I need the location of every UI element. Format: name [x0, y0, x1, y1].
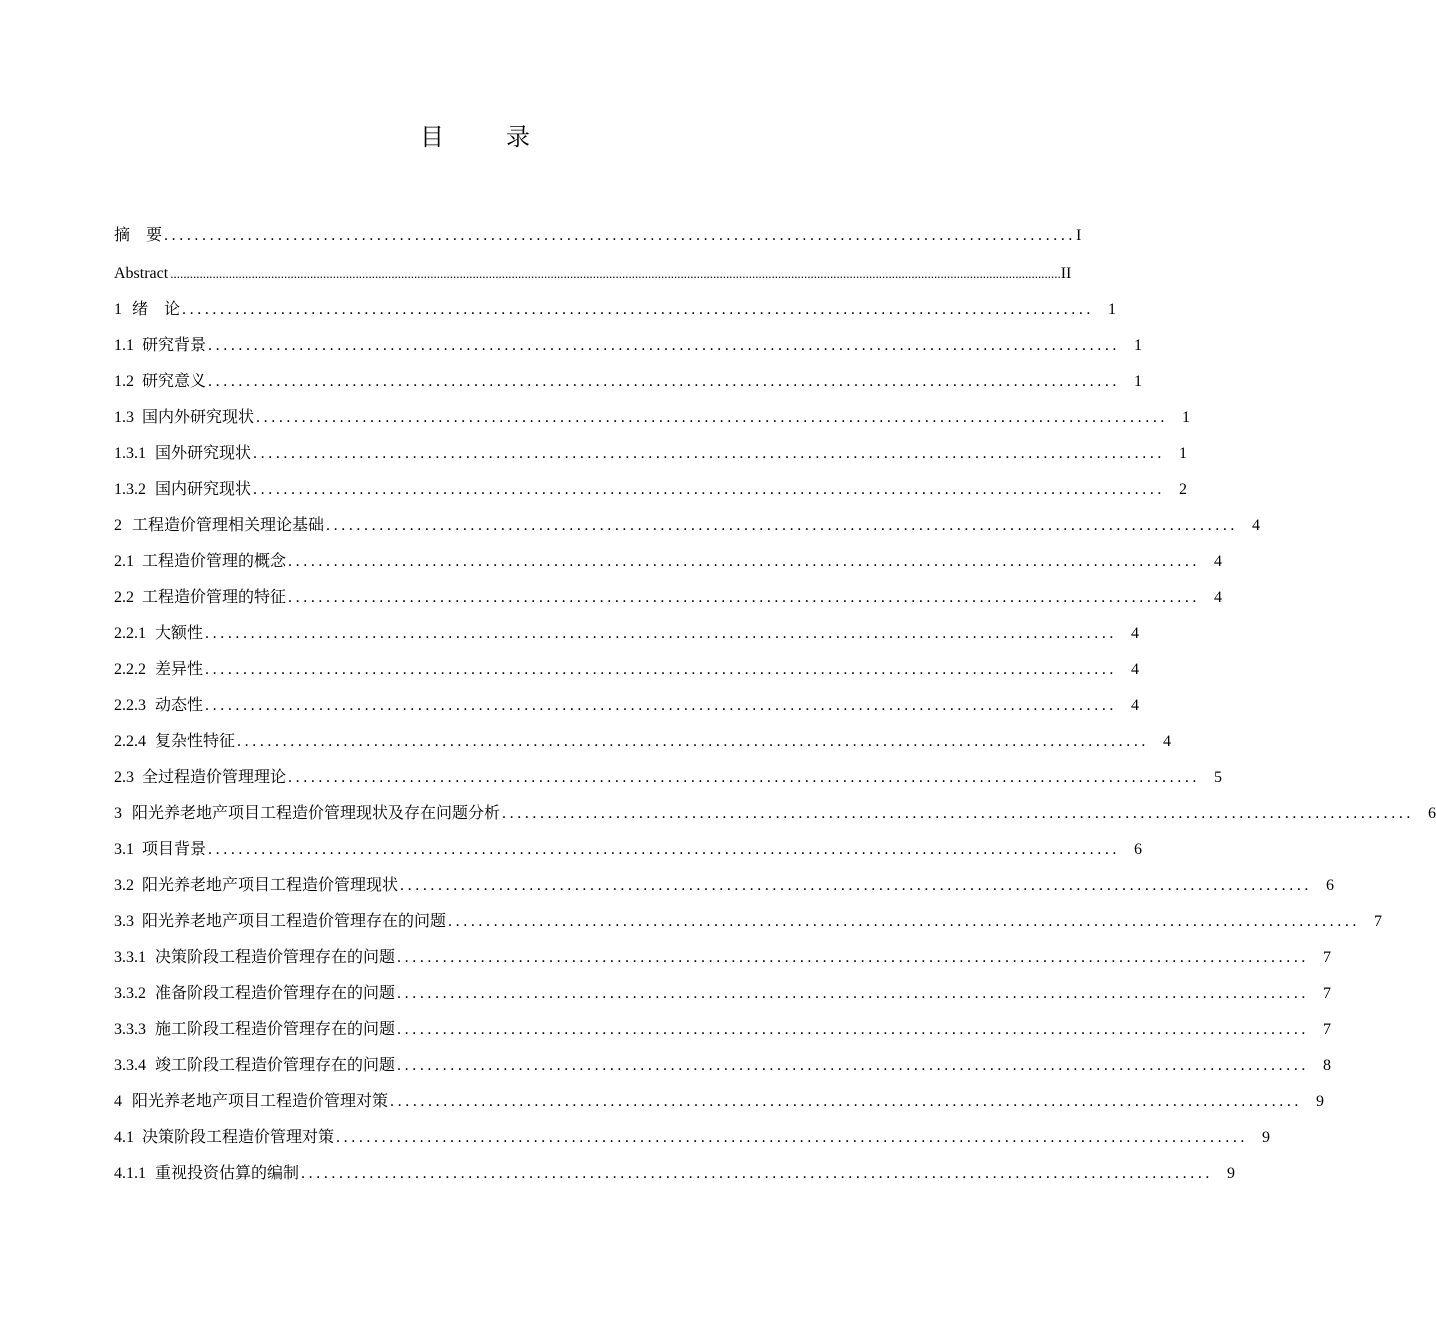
- toc-entry-page: 1: [1179, 445, 1188, 462]
- toc-entry-number: 2.3: [114, 769, 134, 786]
- toc-entry-label: 决策阶段工程造价管理对策: [142, 1129, 335, 1146]
- toc-entry-label: 工程造价管理的特征: [142, 589, 287, 606]
- toc-entry-page: 1: [1108, 301, 1117, 318]
- toc-leader: ........................................................................................................................: [448, 913, 1361, 930]
- toc-leader: ........................................................................................................................: [288, 589, 1201, 606]
- toc-leader: ........................................................................................................................: [400, 877, 1313, 894]
- toc-entry-page: 1: [1134, 373, 1143, 390]
- toc-entry-number: 3.3.3: [114, 1021, 146, 1038]
- toc-entry-1-1[interactable]: [114, 320, 1143, 356]
- toc-entry-3-3-1[interactable]: [114, 932, 1332, 968]
- toc-entry-2-2[interactable]: [114, 572, 1223, 608]
- toc-entry-page: 6: [1326, 877, 1335, 894]
- toc-entry-4[interactable]: [114, 1076, 1325, 1112]
- toc-entry-number: 3.2: [114, 877, 134, 894]
- toc-entry-3[interactable]: [114, 788, 1436, 824]
- toc-entry-label: 摘 要: [114, 227, 163, 244]
- toc-leader: ........................................................................................................................: [182, 301, 1095, 318]
- toc-entry-4-1[interactable]: [114, 1112, 1271, 1148]
- toc-leader: ........................................................................................................................: [208, 373, 1121, 390]
- toc-leader: ........................................................................................................................: [397, 985, 1310, 1002]
- toc-entry-number: 4: [114, 1093, 122, 1110]
- toc-entry-number: 1.3: [114, 409, 134, 426]
- toc-leader: ........................................................................................................................: [397, 949, 1310, 966]
- toc-entry-page: 1: [1134, 337, 1143, 354]
- table-of-contents: [114, 208, 1436, 1184]
- toc-entry-number: 2.2.4: [114, 733, 146, 750]
- toc-entry-label: 项目背景: [142, 841, 207, 858]
- toc-entry-label: 竣工阶段工程造价管理存在的问题: [155, 1057, 396, 1074]
- toc-entry-number: 3.1: [114, 841, 134, 858]
- toc-entry-page: 4: [1252, 517, 1261, 534]
- toc-leader: ........................................................................................................................: [397, 1021, 1310, 1038]
- toc-entry-label: 大额性: [155, 625, 204, 642]
- toc-entry-label: 施工阶段工程造价管理存在的问题: [155, 1021, 396, 1038]
- toc-leader: ........................................................................................................................: [288, 553, 1201, 570]
- toc-leader: ........................................................................................................................: [205, 661, 1118, 678]
- toc-entry-label: 全过程造价管理理论: [142, 769, 287, 786]
- toc-entry-page: 4: [1214, 553, 1223, 570]
- toc-entry-2-3[interactable]: [114, 752, 1223, 788]
- toc-entry-number: 3.3.2: [114, 985, 146, 1002]
- toc-leader: ........................................................................................................................: [205, 625, 1118, 642]
- toc-entry-1-3[interactable]: [114, 392, 1191, 428]
- toc-entry-2-1[interactable]: [114, 536, 1223, 572]
- toc-entry-2-2-3[interactable]: [114, 680, 1140, 716]
- toc-entry-label: 重视投资估算的编制: [155, 1165, 300, 1182]
- toc-entry-1-3-1[interactable]: [114, 428, 1188, 464]
- toc-leader: ........................................................................................................................: [301, 1165, 1214, 1182]
- toc-entry-3-3[interactable]: [114, 896, 1383, 932]
- toc-entry-number: 2.2.1: [114, 625, 146, 642]
- toc-entry-3-1[interactable]: [114, 824, 1143, 860]
- toc-leader: ........................................................................................................................: [237, 733, 1150, 750]
- toc-entry-label: 阳光养老地产项目工程造价管理现状: [142, 877, 399, 894]
- toc-entry-number: 4.1: [114, 1129, 134, 1146]
- toc-entry-page: 7: [1323, 1021, 1332, 1038]
- toc-entry-3-3-2[interactable]: [114, 968, 1332, 1004]
- toc-entry-label: 国外研究现状: [155, 445, 252, 462]
- toc-entry-number: 1: [114, 301, 122, 318]
- toc-entry-page: 6: [1428, 805, 1436, 822]
- toc-entry-number: 3: [114, 805, 122, 822]
- toc-leader: ........................................................................................................................: [397, 1057, 1310, 1074]
- toc-leader: ........................................................................................................................: [205, 697, 1118, 714]
- toc-leader: ........................................................................................................................: [208, 841, 1121, 858]
- toc-entry-page: 2: [1179, 481, 1188, 498]
- toc-entry-number: 3.3.4: [114, 1057, 146, 1074]
- toc-entry-page: 9: [1262, 1129, 1271, 1146]
- toc-entry-number: 2.2.3: [114, 697, 146, 714]
- toc-entry-page: 8: [1323, 1057, 1332, 1074]
- toc-entry-page: II: [1060, 265, 1072, 282]
- toc-entry-number: 2.1: [114, 553, 134, 570]
- toc-entry-label: 工程造价管理的概念: [142, 553, 287, 570]
- toc-entry-label: 国内研究现状: [155, 481, 252, 498]
- toc-entry-2-2-4[interactable]: [114, 716, 1172, 752]
- toc-entry-number: 1.3.2: [114, 481, 146, 498]
- toc-leader: ........................................................................................................................: [502, 805, 1415, 822]
- toc-entry-1-2[interactable]: [114, 356, 1143, 392]
- toc-entry-abstract-en[interactable]: [114, 246, 1072, 284]
- toc-entry-label: 工程造价管理相关理论基础: [132, 517, 325, 534]
- toc-entry-label: 阳光养老地产项目工程造价管理对策: [132, 1093, 389, 1110]
- toc-leader: ........................................................................................................................: [164, 227, 1077, 244]
- toc-entry-label: Abstract: [114, 265, 169, 282]
- toc-entry-page: 6: [1134, 841, 1143, 858]
- toc-entry-page: 4: [1131, 625, 1140, 642]
- toc-entry-page: 7: [1323, 949, 1332, 966]
- toc-entry-page: I: [1076, 227, 1082, 244]
- toc-entry-label: 准备阶段工程造价管理存在的问题: [155, 985, 396, 1002]
- toc-entry-1-3-2[interactable]: [114, 464, 1188, 500]
- toc-leader: ........................................................................................................................: [326, 517, 1239, 534]
- toc-entry-4-1-1[interactable]: [114, 1148, 1236, 1184]
- toc-entry-number: 3.3.1: [114, 949, 146, 966]
- toc-leader: ........................................................................................................................: [288, 769, 1201, 786]
- toc-entry-label: 阳光养老地产项目工程造价管理现状及存在问题分析: [132, 805, 501, 822]
- toc-entry-number: 4.1.1: [114, 1165, 146, 1182]
- toc-entry-label: 动态性: [155, 697, 204, 714]
- toc-leader: ........................................................................................................................: [256, 409, 1169, 426]
- toc-title: 目 录: [420, 125, 558, 151]
- toc-entry-number: 1.3.1: [114, 445, 146, 462]
- toc-entry-3-2[interactable]: [114, 860, 1335, 896]
- toc-entry-page: 5: [1214, 769, 1223, 786]
- toc-entry-number: 3.3: [114, 913, 134, 930]
- toc-entry-label: 研究意义: [142, 373, 207, 390]
- toc-entry-page: 4: [1131, 697, 1140, 714]
- toc-entry-page: 4: [1163, 733, 1172, 750]
- toc-entry-page: 7: [1323, 985, 1332, 1002]
- toc-entry-label: 阳光养老地产项目工程造价管理存在的问题: [142, 913, 447, 930]
- toc-entry-1[interactable]: [114, 284, 1117, 320]
- toc-entry-abstract-cn[interactable]: [114, 208, 1082, 246]
- toc-entry-page: 1: [1182, 409, 1191, 426]
- toc-entry-page: 9: [1316, 1093, 1325, 1110]
- toc-entry-number: 1.1: [114, 337, 134, 354]
- toc-entry-label: 绪 论: [132, 301, 181, 318]
- toc-entry-2-2-2[interactable]: [114, 644, 1140, 680]
- toc-entry-number: 2: [114, 517, 122, 534]
- toc-entry-label: 差异性: [155, 661, 204, 678]
- toc-entry-page: 4: [1131, 661, 1140, 678]
- toc-leader: ..................................................................................................................................................................................................................................................................................: [170, 266, 1061, 281]
- toc-entry-label: 研究背景: [142, 337, 207, 354]
- toc-leader: ........................................................................................................................: [253, 481, 1166, 498]
- toc-entry-label: 决策阶段工程造价管理存在的问题: [155, 949, 396, 966]
- toc-entry-2[interactable]: [114, 500, 1261, 536]
- toc-entry-3-3-4[interactable]: [114, 1040, 1332, 1076]
- toc-leader: ........................................................................................................................: [336, 1129, 1249, 1146]
- toc-leader: ........................................................................................................................: [253, 445, 1166, 462]
- toc-entry-3-3-3[interactable]: [114, 1004, 1332, 1040]
- toc-entry-page: 9: [1227, 1165, 1236, 1182]
- toc-entry-number: 2.2: [114, 589, 134, 606]
- toc-entry-number: 1.2: [114, 373, 134, 390]
- toc-entry-page: 4: [1214, 589, 1223, 606]
- toc-entry-number: 2.2.2: [114, 661, 146, 678]
- toc-entry-label: 复杂性特征: [155, 733, 236, 750]
- toc-leader: ........................................................................................................................: [390, 1093, 1303, 1110]
- toc-entry-page: 7: [1374, 913, 1383, 930]
- toc-entry-label: 国内外研究现状: [142, 409, 255, 426]
- toc-leader: ........................................................................................................................: [208, 337, 1121, 354]
- toc-entry-2-2-1[interactable]: [114, 608, 1140, 644]
